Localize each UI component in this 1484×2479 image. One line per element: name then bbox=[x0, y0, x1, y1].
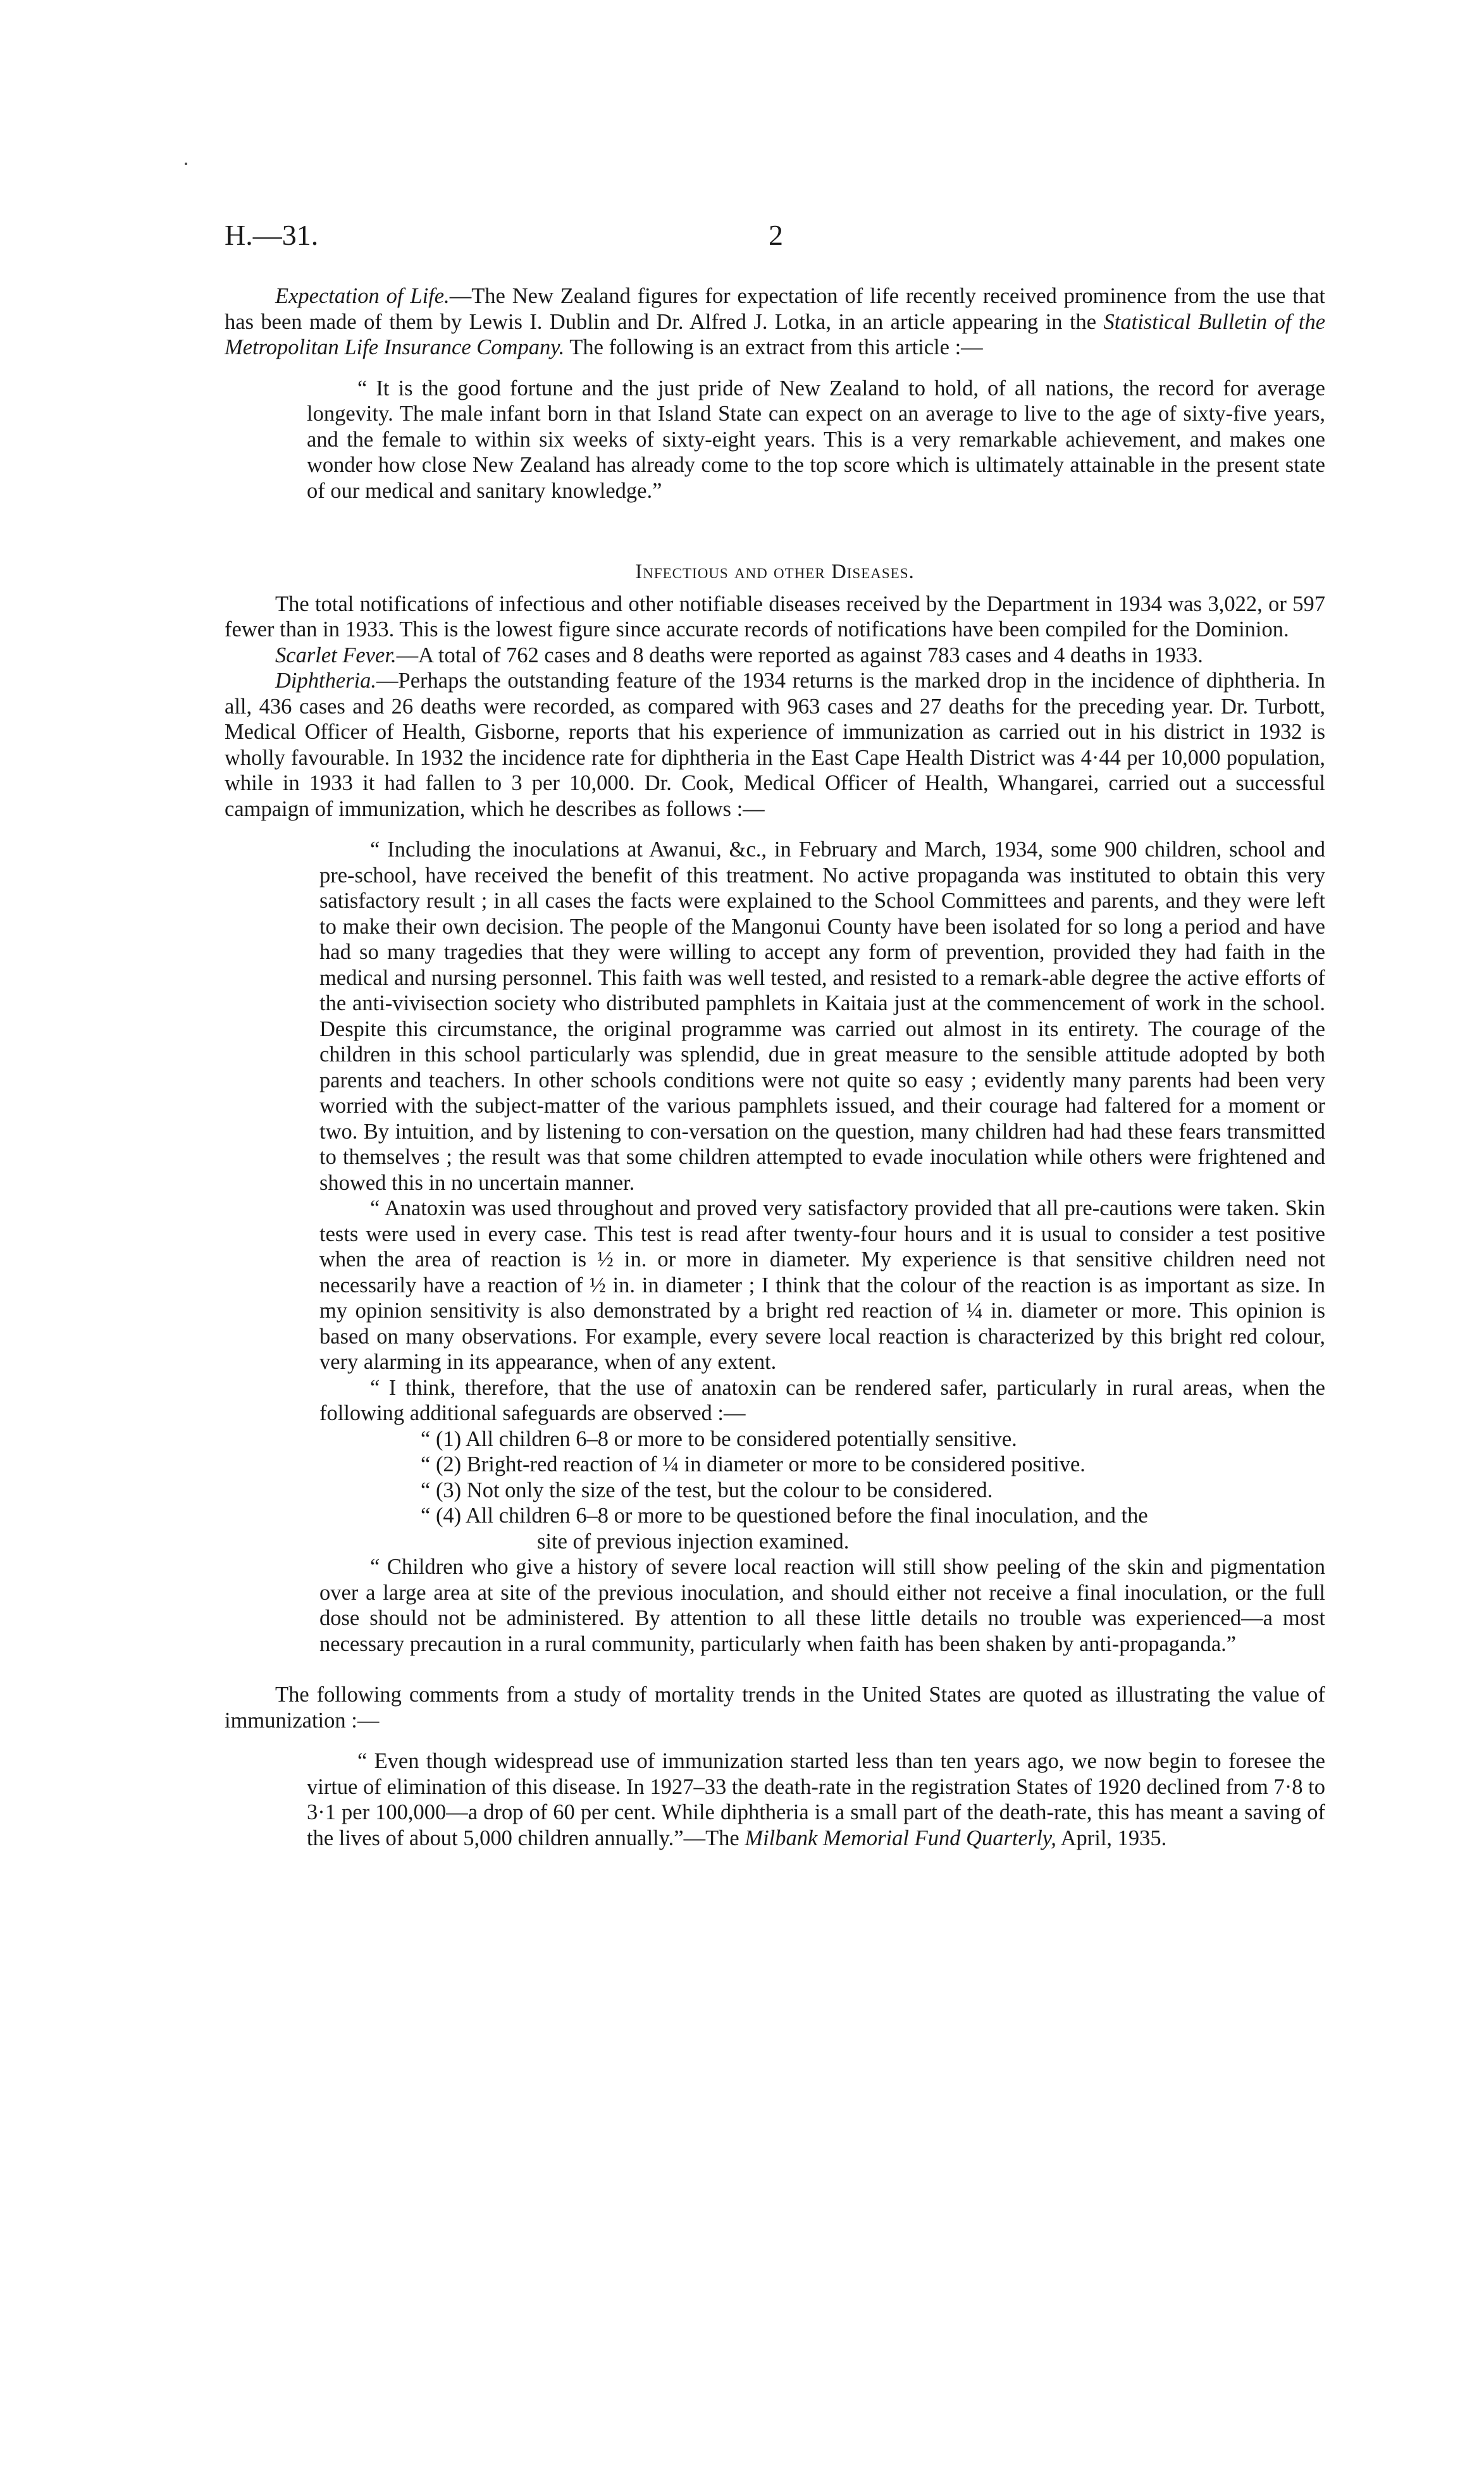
longevity-quote-text: “ It is the good fortune and the just pride of New Zealand to hold, of all nations, the record for average longevity. The male infant born in that Island State can expect on an average to live to the age of sixty-five years, and the female to within six weeks of sixty-eight years. This is a very remarkable achievement, and makes one wonder how close New Zealand has already come to the top score which is ultimately attainable in the present state of our medical and sanitary knowledge.” bbox=[307, 376, 1325, 503]
safeguard-item bbox=[421, 1503, 1325, 1554]
expectation-source: Statistical Bulletin of the Metropolitan Life Insurance Company. bbox=[225, 309, 1326, 359]
safeguard-item-4: “ (4) All children 6–8 or more to be questioned before the final inoculation, and the bbox=[421, 1504, 1148, 1528]
page-number: 2 bbox=[769, 219, 783, 251]
safeguard-item: “ (3) Not only the size of the test, but the colour to be considered. bbox=[421, 1478, 993, 1502]
notifications-paragraph: The total notifications of infectious and other notifiable diseases received by the Department in 1934 was 3,022, or 597 fewer than in 1933. This is the lowest figure since accurate records of notifications have been compiled for the Dominion. bbox=[225, 591, 1325, 641]
diphtheria-paragraph bbox=[225, 668, 1325, 822]
safeguards-list bbox=[421, 1426, 1325, 1555]
us-trends-intro: The following comments from a study of mortality trends in the United States are quoted as illustrating the value of immunization :— bbox=[225, 1683, 1325, 1733]
scarlet-fever-paragraph bbox=[225, 643, 1325, 669]
section-heading: Infectious and other Diseases. bbox=[635, 560, 915, 583]
cook-quote-paragraph-3: “ I think, therefore, that the use of anatoxin can be rendered safer, particularly in rural areas, when the following additional safeguards are observed :— bbox=[319, 1375, 1325, 1425]
us-trends-quote-text bbox=[307, 1748, 1325, 1851]
scan-speck bbox=[185, 163, 187, 165]
cook-quote-paragraph-1: “ Including the inoculations at Awanui, &c., in February and March, 1934, some 900 children, school and pre-school, have received the benefit of this treatment. No active propaganda was instituted to obtain this very satisfactory result ; in all cases the facts were explained to the School Committees and parents, and they were left to make their own decision. The people of the Mangonui County have been isolated for so long a period and have had so many tragedies that they were willing to accept any form of prevention, provided they had faith in the medical and nursing personnel. This faith was well tested, and resisted to a remark-able degree the active efforts of the anti-vivisection society who distributed pamphlets in Kaitaia just at the commencement of work in the school. Despite this circumstance, the original programme was carried out almost in its entirety. The courage of the children in this school particularly was splendid, due in great measure to the sensible attitude adopted by both parents and teachers. In other schools conditions were not quite so easy ; evidently many parents had been very worried with the subject-matter of the various pamphlets issued, and their courage had faltered for a moment or two. By intuition, and by listening to con-versation on the question, many children had had these fears transmitted to themselves ; the result was that some children attempted to evade inoculation while others were frightened and showed this in no uncertain manner. bbox=[319, 838, 1325, 1195]
us-trends-source: Milbank Memorial Fund Quarterly, bbox=[745, 1826, 1056, 1850]
scarlet-fever-text: —A total of 762 cases and 8 deaths were reported as against 783 cases and 4 deaths in 1933. bbox=[396, 643, 1203, 667]
safeguard-item-4-continuation: site of previous injection examined. bbox=[537, 1529, 850, 1554]
diphtheria-text: —Perhaps the outstanding feature of the 1934 returns is the marked drop in the incidence of diphtheria. In all, 436 cases and 26 deaths were recorded, as compared with 963 cases and 27 deaths for the preceding year. Dr. Turbott, Medical Officer of Health, Gisborne, reports that his experience of immunization as carried out in his district in 1932 is wholly favourable. In 1932 the incidence rate for diphtheria in the East Cape Health District was 4·44 per 10,000 population, while in 1933 it had fallen to 3 per 10,000. Dr. Cook, Medical Officer of Health, Whangarei, carried out a successful campaign of immunization, which he describes as follows :— bbox=[225, 669, 1325, 821]
page-body bbox=[225, 283, 1325, 1851]
us-trends-quote bbox=[307, 1748, 1325, 1851]
us-trends-date: April, 1935. bbox=[1056, 1826, 1167, 1850]
cook-quote-paragraph-4: “ Children who give a history of severe local reaction will still show peeling of the skin and pigmentation over a large area at site of the previous inoculation, and should either not receive a final inoculation, or the full dose should not be administered. By attention to all these little details no trouble was experienced—a most necessary precaution in a rural community, particularly when faith has been shaken by anti-propaganda.” bbox=[319, 1555, 1325, 1656]
document-reference: H.—31. bbox=[225, 219, 319, 251]
safeguard-item: “ (1) All children 6–8 or more to be considered potentially sensitive. bbox=[421, 1426, 1017, 1451]
cook-quote-paragraph-2: “ Anatoxin was used throughout and proved very satisfactory provided that all pre-cautions were taken. Skin tests were used in every case. This test is read after twenty-four hours and it is usual to consider a test positive when the area of reaction is ½ in. or more in diameter. My experience is that sensitive children need not necessarily have a reaction of ½ in. in diameter ; I think that the colour of the reaction is as important as size. In my opinion sensitivity is also demonstrated by a bright red reaction of ¼ in. diameter or more. This opinion is based on many observations. For example, every severe local reaction is characterized by this bright red colour, very alarming in its appearance, when of any extent. bbox=[319, 1196, 1325, 1374]
expectation-paragraph bbox=[225, 283, 1325, 361]
longevity-quote bbox=[307, 376, 1325, 504]
page-header bbox=[225, 218, 1325, 256]
us-trends-quote-body: “ Even though widespread use of immunization started less than ten years ago, we now begin to foresee the virtue of elimination of this disease. In 1927–33 the death-rate in the registration States of 1920 declined from 7·8 to 3·1 per 100,000—a drop of 60 per cent. While diphtheria is a small part of the death-rate, this has meant a saving of the lives of about 5,000 children annually.”—The bbox=[307, 1749, 1325, 1850]
cook-quote bbox=[319, 837, 1325, 1657]
expectation-intro: —The New Zealand figures for expectation of life recently received prominence from the use that has been made of them by Lewis I. Dublin and Dr. Alfred J. Lotka, in an article appearing in the bbox=[225, 284, 1325, 334]
expectation-intro-tail: The following is an extract from this article :— bbox=[564, 335, 983, 359]
safeguard-item: “ (2) Bright-red reaction of ¼ in diameter or more to be considered positive. bbox=[421, 1452, 1085, 1476]
scarlet-fever-title: Scarlet Fever. bbox=[275, 643, 397, 667]
expectation-title: Expectation of Life. bbox=[275, 284, 450, 308]
diphtheria-title: Diphtheria. bbox=[275, 669, 377, 693]
